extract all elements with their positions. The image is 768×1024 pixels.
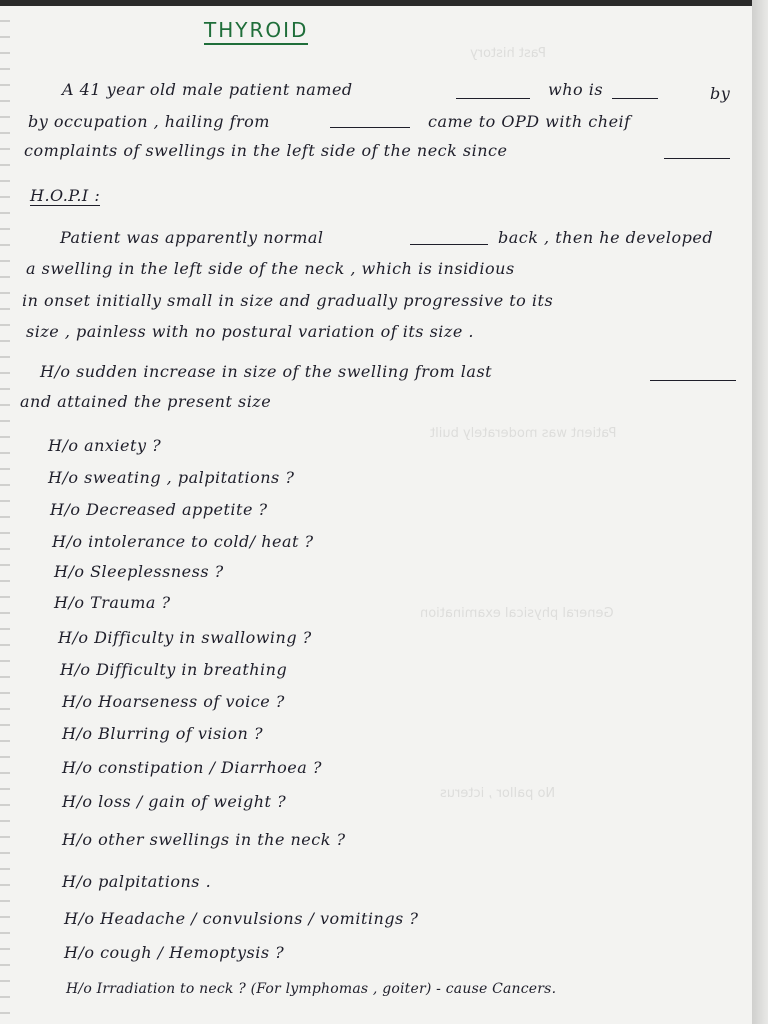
history-item: H/o Difficulty in swallowing ? xyxy=(58,628,312,647)
blank-duration xyxy=(664,158,730,159)
history-item: H/o Irradiation to neck ? (For lymphomas , goiter) - cause Cancers. xyxy=(66,981,557,997)
blank-place xyxy=(330,127,410,128)
hopi-line-1b: back , then he developed xyxy=(498,228,714,247)
history-item: H/o Decreased appetite ? xyxy=(50,500,268,519)
blank-age xyxy=(612,98,658,99)
hopi-line-1a: Patient was apparently normal xyxy=(60,228,324,247)
history-item: H/o palpitations . xyxy=(62,872,212,891)
bleed-through-text: Past history xyxy=(470,46,546,61)
intro-line-1c: by xyxy=(710,84,731,103)
history-item: H/o other swellings in the neck ? xyxy=(62,830,346,849)
intro-line-2b: came to OPD with cheif xyxy=(428,112,631,131)
blank-name xyxy=(456,98,530,99)
hopi-line-5: H/o sudden increase in size of the swelling from last xyxy=(40,362,493,381)
history-item: H/o Trauma ? xyxy=(54,593,171,612)
page-title: THYROID xyxy=(204,18,308,45)
intro-line-1b: who is xyxy=(548,80,604,99)
bleed-through-text: Patient was moderately built xyxy=(430,426,617,441)
history-item: H/o constipation / Diarrhoea ? xyxy=(62,758,322,777)
notebook-page xyxy=(0,6,752,1024)
hopi-line-6: and attained the present size xyxy=(20,392,272,411)
blank-since xyxy=(410,244,488,245)
history-item: H/o sweating , palpitations ? xyxy=(48,468,295,487)
intro-line-3: complaints of swellings in the left side of the neck since xyxy=(24,141,508,160)
intro-line-2a: by occupation , hailing from xyxy=(28,112,270,131)
hopi-heading: H.O.P.I : xyxy=(30,186,101,205)
history-item: H/o loss / gain of weight ? xyxy=(62,792,287,811)
hopi-line-3: in onset initially small in size and gradually progressive to its xyxy=(22,291,554,310)
history-item: H/o Difficulty in breathing xyxy=(60,660,288,679)
history-item: H/o Blurring of vision ? xyxy=(62,724,264,743)
intro-line-1a: A 41 year old male patient named xyxy=(62,80,353,99)
hopi-line-4: size , painless with no postural variation of its size . xyxy=(26,322,474,341)
bleed-through-text: No pallor , icterus xyxy=(440,786,556,801)
history-item: H/o Headache / convulsions / vomitings ? xyxy=(64,909,419,928)
bleed-through-text: General physical examination xyxy=(420,606,614,621)
binding-edge xyxy=(0,6,10,1024)
hopi-line-2: a swelling in the left side of the neck , which is insidious xyxy=(26,259,515,278)
history-item: H/o Sleeplessness ? xyxy=(54,562,224,581)
history-item: H/o cough / Hemoptysis ? xyxy=(64,943,285,962)
history-item: H/o Hoarseness of voice ? xyxy=(62,692,285,711)
page-edge-shadow xyxy=(752,0,768,1024)
history-item: H/o intolerance to cold/ heat ? xyxy=(52,532,314,551)
blank-last xyxy=(650,380,736,381)
history-item: H/o anxiety ? xyxy=(48,436,162,455)
